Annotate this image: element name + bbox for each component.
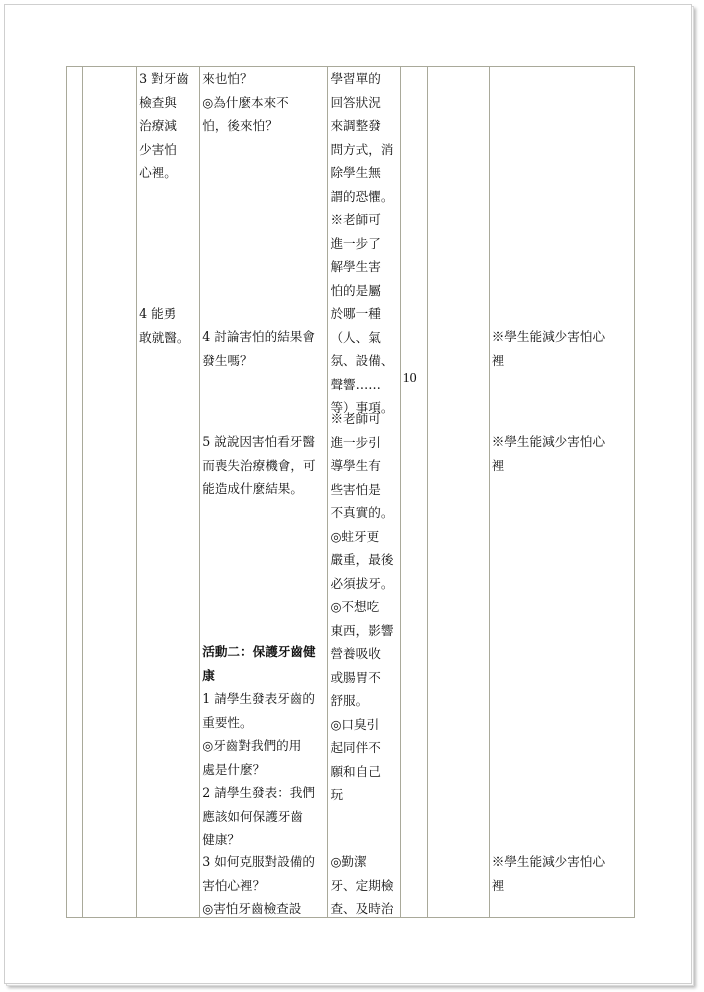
- assessment-2: ※學生能減少害怕心 裡: [491, 434, 606, 473]
- empty-cell: [67, 67, 83, 918]
- activity-2-steps: 1 請學生發表牙齒的 重要性。 ◎牙齒對我們的用 處是什麼？ 2 請學生發表：我們 應該如何保護牙齒 健康？: [202, 691, 315, 847]
- assessment-3: ※學生能減少害怕心 裡: [491, 854, 606, 893]
- objectives-cell: [137, 67, 200, 918]
- notes-cell: [328, 67, 400, 918]
- activity-2-step-3: 3 如何克服對設備的 害怕心裡？ ◎害怕牙齒檢查設: [202, 854, 315, 916]
- teacher-note-2: ※老師可 進一步引 導學生有 些害怕是 不真實的。 ◎蛀牙更 嚴重，最後 必須拔牙。 ◎不想吃 東西，影響 營養吸收 或腸胃不 舒服。 ◎口臭引 起同伴不 願和自己 玩: [330, 411, 394, 802]
- activity-question: 來也怕？ ◎為什麼本來不 怕，後來怕？: [202, 71, 289, 133]
- assessment-1: ※學生能減少害怕心 裡: [491, 329, 606, 368]
- activities-cell: [200, 67, 328, 918]
- time-minutes: 10: [402, 371, 417, 386]
- activity-step-4: 4 討論害怕的結果會 發生嗎？: [202, 329, 315, 368]
- assessment-cell: [489, 67, 634, 918]
- empty-cell: [83, 67, 137, 918]
- activity-2-title: 活動二：保護牙齒健 康: [202, 644, 316, 683]
- lesson-plan-table: [66, 66, 635, 918]
- teacher-note-3: ◎勤潔 牙、定期檢 查、及時治: [330, 854, 394, 916]
- time-cell: [400, 67, 427, 918]
- activity-step-5: 5 說說因害怕看牙醫 而喪失治療機會，可 能造成什麼結果。: [202, 434, 316, 496]
- objective-3: 3 對牙齒 檢查與 治療減 少害怕 心裡。: [139, 71, 189, 180]
- empty-cell: [427, 67, 489, 918]
- objective-4: 4 能勇 敢就醫。: [139, 306, 190, 345]
- teacher-note-1: 學習單的 回答狀況 來調整發 問方式，消 除學生無 謂的恐懼。 ※老師可 進一步了 解學生害 怕的是屬 於哪一種 （人、氣 氛、設備、 聲響…… 等）事項。: [330, 71, 394, 415]
- table-row: [67, 67, 635, 918]
